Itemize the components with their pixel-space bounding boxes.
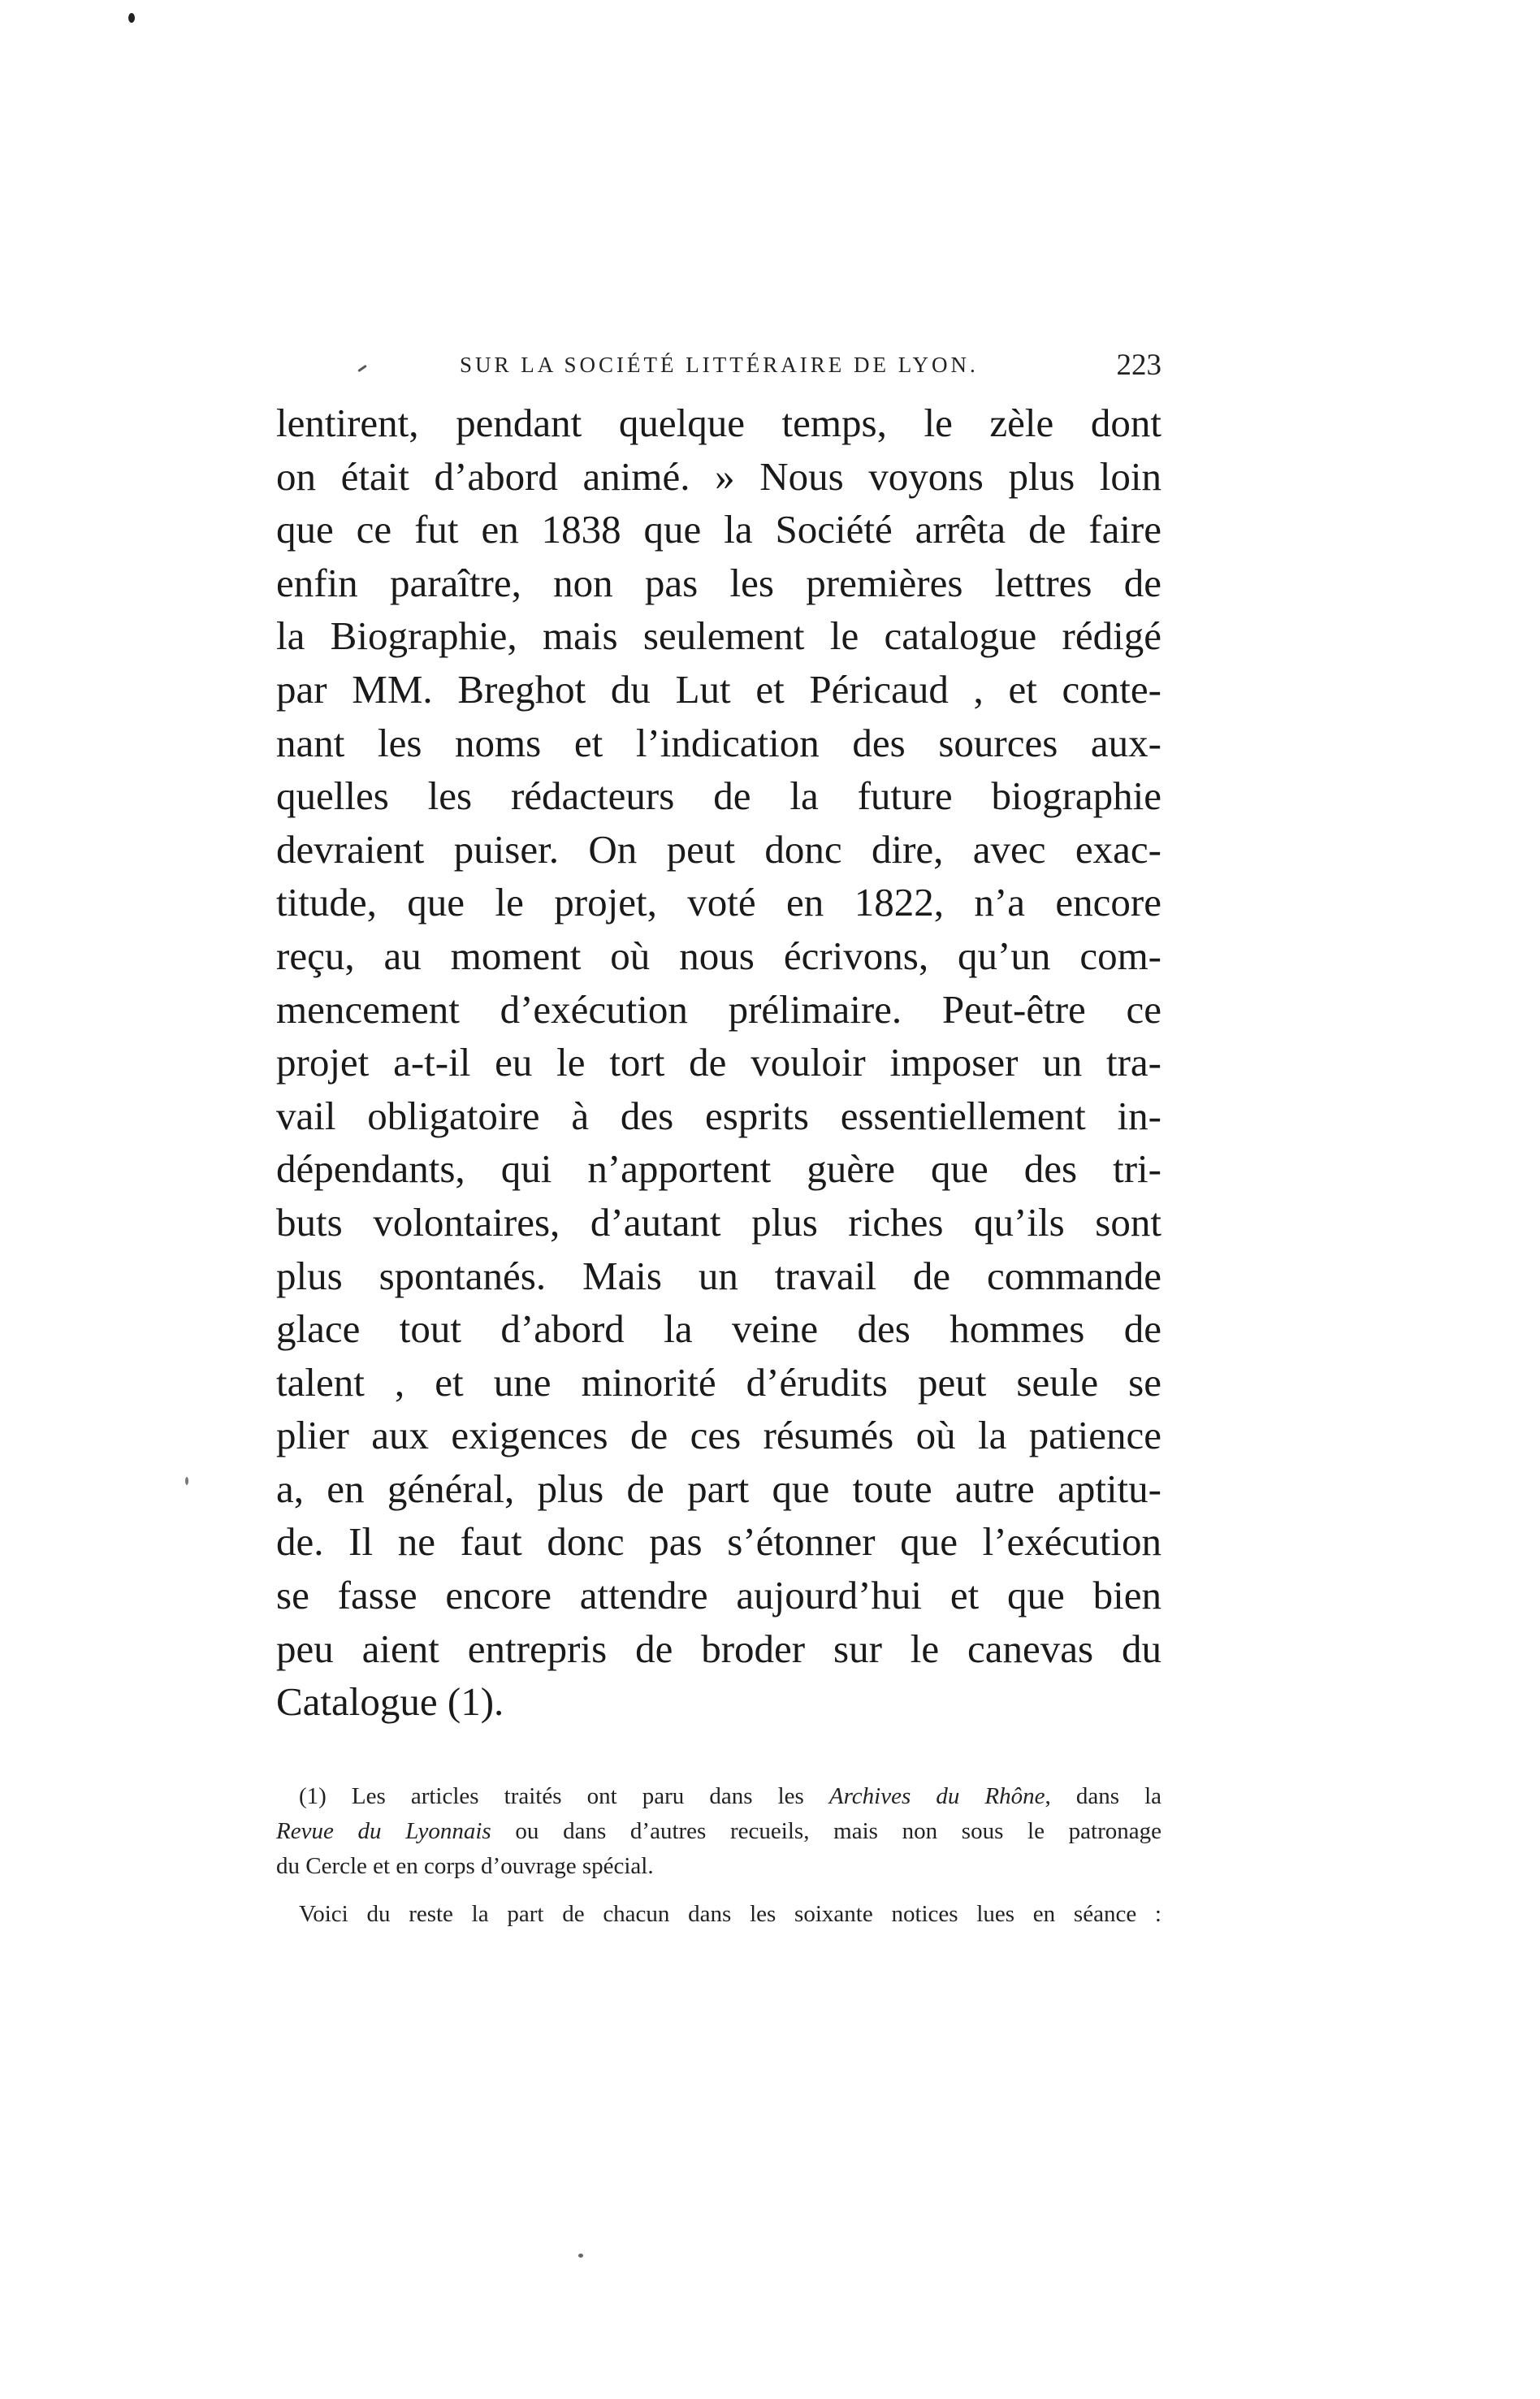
text-line: vail obligatoire à des esprits essentiellement in- [276, 1093, 1161, 1138]
text-line: on était d’abord animé. » Nous voyons plus loin [276, 453, 1161, 499]
ink-speck-top-left [128, 13, 135, 23]
text-line: enfin paraître, non pas les premières lettres de [276, 560, 1161, 605]
running-title: SUR LA SOCIÉTÉ LITTÉRAIRE DE LYON. [460, 353, 979, 377]
text-line: Catalogue (1). [276, 1679, 504, 1725]
footnote-line [276, 1814, 1161, 1849]
text-line: se fasse encore attendre aujourd’hui et que bien [276, 1573, 1161, 1618]
text-line: par MM. Breghot du Lut et Péricaud , et conte- [276, 666, 1161, 712]
footnote-line: du Cercle et en corps d’ouvrage spécial. [276, 1853, 654, 1879]
text-line: talent , et une minorité d’érudits peut seule se [276, 1359, 1161, 1405]
text-line: lentirent, pendant quelque temps, le zèle dont [276, 401, 1161, 445]
footnote-italic-title: Revue du Lyonnais [276, 1818, 491, 1844]
footnote-text: ou dans d’autres recueils, mais non sous le patronage [491, 1818, 1161, 1844]
ink-speck-margin [185, 1477, 188, 1485]
running-header [276, 348, 1161, 388]
footnote-text: , dans la [1045, 1783, 1161, 1809]
footnote-line [276, 1779, 1161, 1814]
footnote-line: Voici du reste la part de chacun dans les soixante notices lues en séance : [299, 1901, 1161, 1927]
text-line: dépendants, qui n’apportent guère que des tri- [276, 1146, 1161, 1192]
text-line: glace tout d’abord la veine des hommes de [276, 1306, 1161, 1352]
text-line: que ce fut en 1838 que la Société arrêta de faire [276, 507, 1161, 552]
text-line: nant les noms et l’indication des sources aux- [276, 720, 1161, 765]
text-line: quelles les rédacteurs de la future biographie [276, 773, 1161, 819]
footnote-block [276, 1779, 1161, 1932]
text-line: titude, que le projet, voté en 1822, n’a encore [276, 880, 1161, 925]
text-line: la Biographie, mais seulement le catalogue rédigé [276, 613, 1161, 659]
ink-speck-bottom [578, 2254, 583, 2258]
main-text [276, 396, 1161, 1729]
footnote-text: (1) Les articles traités ont paru dans les [299, 1783, 829, 1809]
text-line: projet a-t-il eu le tort de vouloir imposer un tra- [276, 1040, 1161, 1085]
text-line: a, en général, plus de part que toute autre aptitu- [276, 1466, 1161, 1511]
text-line: peu aient entrepris de broder sur le canevas du [276, 1626, 1161, 1671]
text-line: devraient puiser. On peut donc dire, avec exac- [276, 826, 1161, 872]
text-line: plus spontanés. Mais un travail de commande [276, 1253, 1161, 1298]
text-line: buts volontaires, d’autant plus riches qu’ils sont [276, 1199, 1161, 1245]
text-line: plier aux exigences de ces résumés où la patience [276, 1413, 1161, 1458]
text-line: de. Il ne faut donc pas s’étonner que l’exécution [276, 1519, 1161, 1565]
page-number: 223 [1116, 349, 1161, 382]
text-line: mencement d’exécution prélimaire. Peut-être ce [276, 986, 1161, 1032]
footnote-italic-title: Archives du Rhône [828, 1783, 1045, 1809]
text-line: reçu, au moment où nous écrivons, qu’un com- [276, 933, 1161, 978]
